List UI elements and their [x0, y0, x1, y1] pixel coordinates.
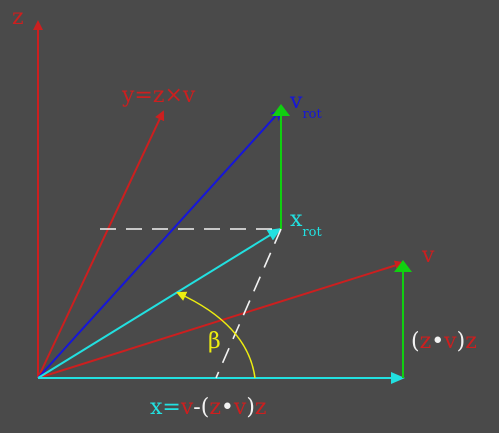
v-label: v	[422, 243, 435, 268]
beta-label: β	[208, 329, 221, 354]
x-rot-vector-arrow	[38, 229, 280, 378]
y-vector-label: y=z×v	[122, 83, 196, 108]
v-rot-vector-arrow	[38, 110, 281, 378]
x-rot-label: $x_{rot}$	[290, 207, 322, 240]
z-axis-label: z	[12, 5, 24, 30]
x-formula-label: x=v-(z•v)z	[150, 395, 267, 420]
y-vector-arrow	[38, 112, 163, 378]
v-vector-arrow	[38, 263, 403, 378]
v-rot-label: $v_{rot}$	[290, 89, 322, 122]
projection-label: (z•v)z	[411, 329, 477, 354]
